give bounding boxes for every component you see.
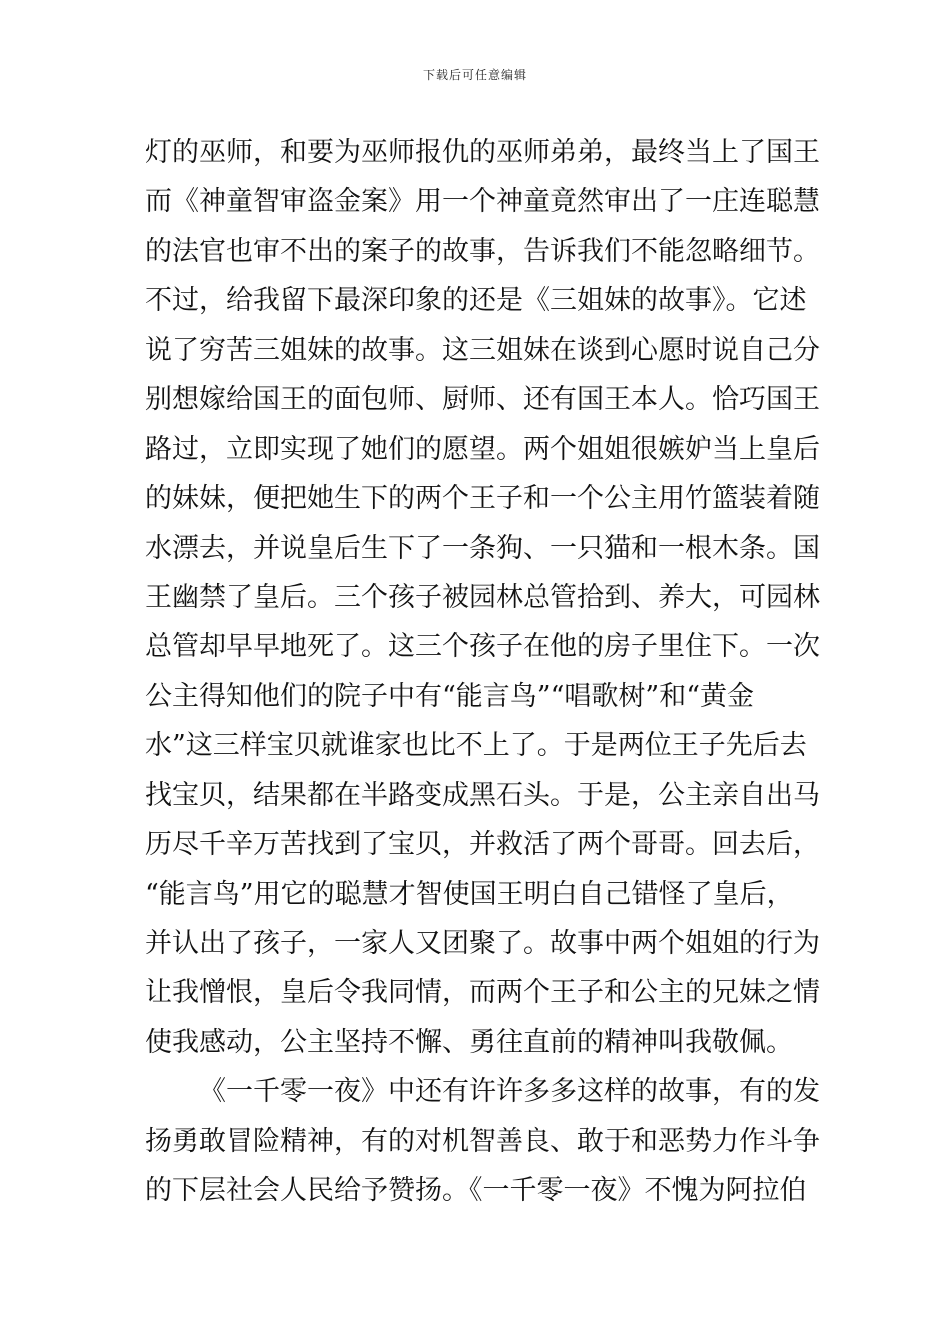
- document-body: [145, 128, 820, 1216]
- text-line: 并认出了孩子，一家人又团聚了。故事中两个姐姐的行为: [145, 928, 820, 959]
- text-line: 使我感动，公主坚持不懈、勇往直前的精神叫我敬佩。: [145, 1026, 793, 1058]
- text-line: 不过，给我留下最深印象的还是《三姐妹的故事》。它述: [145, 285, 807, 317]
- text-line: 的法官也审不出的案子的故事，告诉我们不能忽略细节。: [145, 235, 820, 267]
- text-line: 历尽千辛万苦找到了宝贝，并救活了两个哥哥。回去后，: [145, 829, 820, 861]
- text-line: “能言鸟”用它的聪慧才智使国王明白自己错怪了皇后，: [145, 878, 794, 910]
- text-line: 的妹妹，便把她生下的两个王子和一个公主用竹篮装着随: [145, 483, 820, 515]
- text-line: 的下层社会人民给予赞扬。《一千零一夜》不愧为阿拉伯: [145, 1175, 807, 1207]
- text-line: 路过，立即实现了她们的愿望。两个姐姐很嫉妒当上皇后: [145, 433, 820, 465]
- paragraph-first-line: 《一千零一夜》中还有许许多多这样的故事，有的发: [199, 1076, 820, 1108]
- text-line: 别想嫁给国王的面包师、厨师、还有国王本人。恰巧国王: [145, 384, 820, 416]
- text-line: 水漂去，并说皇后生下了一条狗、一只猫和一根木条。国: [145, 532, 820, 564]
- text-line: 说了穷苦三姐妹的故事。这三姐妹在谈到心愿时说自己分: [145, 334, 820, 366]
- text-line: 找宝贝，结果都在半路变成黑石头。于是，公主亲自出马: [145, 779, 820, 811]
- text-line: 总管却早早地死了。这三个孩子在他的房子里住下。一次: [145, 631, 820, 663]
- text-line: 让我憎恨，皇后令我同情，而两个王子和公主的兄妹之情: [145, 977, 820, 1009]
- text-line: 而《神童智审盗金案》用一个神童竟然审出了一庄连聪慧: [145, 186, 820, 218]
- text-line: 水”这三样宝贝就谁家也比不上了。于是两位王子先后去: [145, 730, 807, 762]
- text-line: 王幽禁了皇后。三个孩子被园林总管拾到、养大，可园林: [145, 581, 820, 613]
- page-header: 下载后可任意编辑: [422, 68, 527, 82]
- text-line: 灯的巫师，和要为巫师报仇的巫师弟弟，最终当上了国王: [145, 137, 820, 168]
- text-line: 扬勇敢冒险精神，有的对机智善良、敢于和恶势力作斗争: [145, 1125, 820, 1157]
- text-line: 公主得知他们的院子中有“能言鸟”“唱歌树”和“黄金: [145, 680, 755, 712]
